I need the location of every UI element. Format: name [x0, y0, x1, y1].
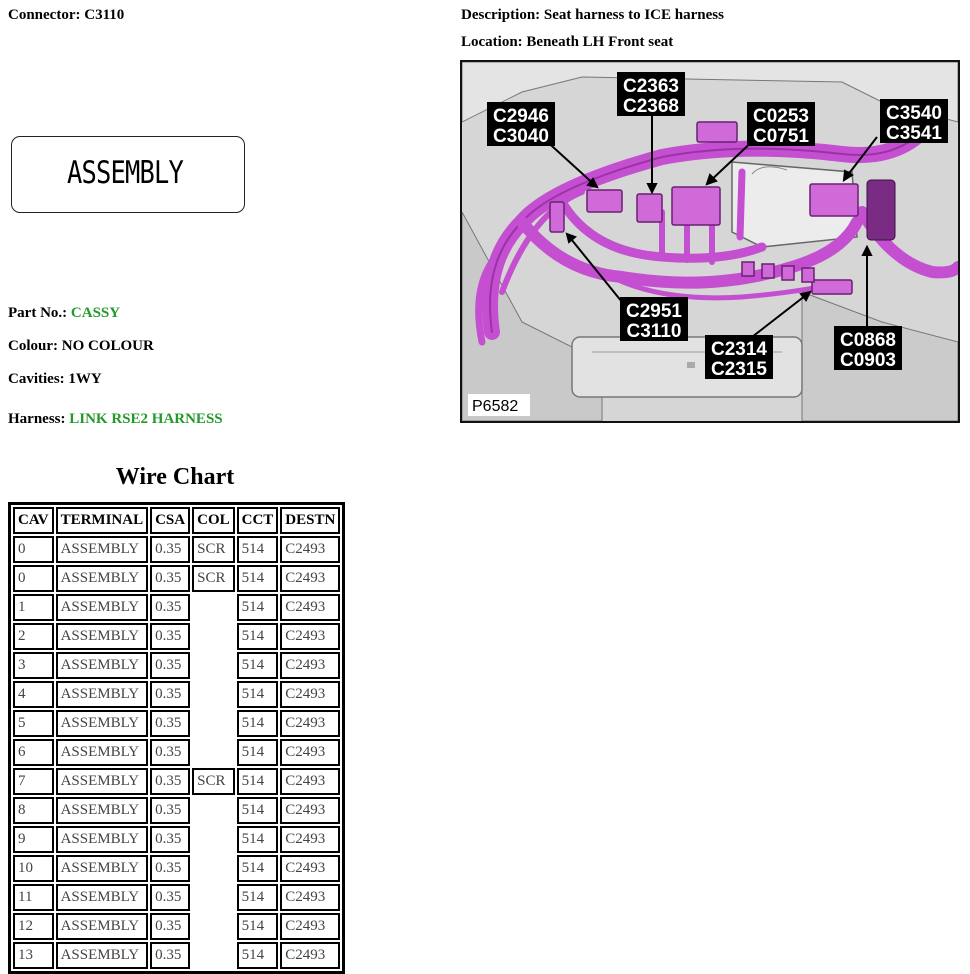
cell-terminal: ASSEMBLY: [56, 681, 149, 708]
cell-cav: 5: [13, 710, 54, 737]
cell-csa: 0.35: [150, 623, 190, 650]
cell-cct: 514: [237, 884, 279, 911]
cell-col: [192, 681, 235, 708]
table-row: [13, 739, 340, 766]
cell-cav: 2: [13, 623, 54, 650]
cell-csa: 0.35: [150, 681, 190, 708]
cell-cct: 514: [237, 565, 279, 592]
cell-destn: C2493: [280, 710, 340, 737]
cell-cct: 514: [237, 536, 279, 563]
connector-field: Connector: C3110: [8, 7, 125, 23]
svg-text:C3541: C3541: [886, 123, 942, 144]
cell-cct: 514: [237, 594, 279, 621]
cell-destn: C2493: [280, 855, 340, 882]
cell-cav: 0: [13, 536, 54, 563]
table-row: [13, 768, 340, 795]
cell-col: [192, 884, 235, 911]
figure-id: P6582: [472, 398, 519, 415]
svg-text:C2314: C2314: [711, 339, 767, 360]
svg-text:C2368: C2368: [623, 96, 679, 117]
cell-terminal: ASSEMBLY: [56, 652, 149, 679]
table-row: [13, 826, 340, 853]
svg-text:C2951: C2951: [626, 301, 682, 322]
svg-text:C2946: C2946: [493, 106, 549, 127]
cell-cav: 13: [13, 942, 54, 969]
harness-field: Harness: LINK RSE2 HARNESS: [8, 411, 223, 427]
callout-c0868-c0903: [834, 326, 902, 371]
cell-cav: 4: [13, 681, 54, 708]
wire-chart-title: Wire Chart: [115, 464, 235, 490]
col-header-cav: CAV: [13, 507, 54, 534]
cell-csa: 0.35: [150, 536, 190, 563]
cell-csa: 0.35: [150, 594, 190, 621]
cell-cct: 514: [237, 768, 279, 795]
cell-terminal: ASSEMBLY: [56, 565, 149, 592]
cell-destn: C2493: [280, 623, 340, 650]
table-row: [13, 652, 340, 679]
table-row: [13, 913, 340, 940]
description-value: Seat harness to ICE harness: [543, 7, 724, 23]
svg-text:C2363: C2363: [623, 76, 679, 97]
cell-col: [192, 623, 235, 650]
col-header-cct: CCT: [237, 507, 279, 534]
part-no-link[interactable]: CASSY: [70, 305, 121, 321]
svg-text:C2315: C2315: [711, 359, 767, 380]
cell-terminal: ASSEMBLY: [56, 884, 149, 911]
cell-col: [192, 855, 235, 882]
cell-csa: 0.35: [150, 768, 190, 795]
cell-col: SCR: [192, 536, 235, 563]
cell-csa: 0.35: [150, 710, 190, 737]
cell-terminal: ASSEMBLY: [56, 594, 149, 621]
table-row: [13, 710, 340, 737]
cell-col: [192, 739, 235, 766]
cell-cct: 514: [237, 681, 279, 708]
cell-cav: 3: [13, 652, 54, 679]
table-row: [13, 594, 340, 621]
part-no-field: Part No.: CASSY: [8, 305, 121, 321]
cell-cav: 8: [13, 797, 54, 824]
location-value: Beneath LH Front seat: [526, 34, 674, 50]
cell-col: [192, 652, 235, 679]
col-header-terminal: TERMINAL: [56, 507, 149, 534]
table-row: [13, 623, 340, 650]
location-field: Location: Beneath LH Front seat: [461, 34, 674, 50]
callout-c0253-c0751: [747, 102, 815, 147]
cell-terminal: ASSEMBLY: [56, 768, 149, 795]
svg-text:C0751: C0751: [753, 126, 809, 147]
cell-destn: C2493: [280, 826, 340, 853]
cell-destn: C2493: [280, 739, 340, 766]
harness-link[interactable]: LINK RSE2 HARNESS: [69, 411, 223, 427]
cell-cav: 12: [13, 913, 54, 940]
col-header-col: COL: [192, 507, 235, 534]
cell-cav: 1: [13, 594, 54, 621]
cell-cct: 514: [237, 652, 279, 679]
cell-terminal: ASSEMBLY: [56, 623, 149, 650]
cell-cav: 6: [13, 739, 54, 766]
cell-cav: 11: [13, 884, 54, 911]
cell-cct: 514: [237, 797, 279, 824]
svg-text:C3110: C3110: [626, 321, 682, 342]
cell-cav: 10: [13, 855, 54, 882]
cell-destn: C2493: [280, 797, 340, 824]
location-illustration: [462, 62, 958, 421]
table-row: [13, 681, 340, 708]
col-header-destn: DESTN: [280, 507, 340, 534]
table-row: [13, 565, 340, 592]
cell-csa: 0.35: [150, 884, 190, 911]
cell-terminal: ASSEMBLY: [56, 913, 149, 940]
cell-terminal: ASSEMBLY: [56, 536, 149, 563]
assembly-image-text: ASSEMBLY: [67, 155, 183, 191]
wire-chart-table: [8, 502, 345, 974]
cell-cav: 7: [13, 768, 54, 795]
cell-csa: 0.35: [150, 826, 190, 853]
cell-terminal: ASSEMBLY: [56, 739, 149, 766]
svg-text:C0253: C0253: [753, 106, 809, 127]
cell-terminal: ASSEMBLY: [56, 826, 149, 853]
cell-csa: 0.35: [150, 565, 190, 592]
svg-text:C0903: C0903: [840, 350, 896, 371]
cell-cct: 514: [237, 855, 279, 882]
callout-c2946-c3040: [487, 102, 555, 147]
cell-csa: 0.35: [150, 913, 190, 940]
wire-chart-header-row: [13, 507, 340, 534]
cell-col: SCR: [192, 565, 235, 592]
cell-col: [192, 594, 235, 621]
callout-c2363-c2368: [617, 72, 685, 117]
cell-cct: 514: [237, 623, 279, 650]
cell-cav: 9: [13, 826, 54, 853]
cell-csa: 0.35: [150, 739, 190, 766]
callout-c2314-c2315: [705, 335, 773, 380]
svg-text:C3540: C3540: [886, 103, 942, 124]
cell-cct: 514: [237, 942, 279, 969]
cell-destn: C2493: [280, 681, 340, 708]
svg-text:C3040: C3040: [493, 126, 549, 147]
wire-chart-body: [13, 536, 340, 969]
description-field: Description: Seat harness to ICE harness: [461, 7, 724, 23]
colour-field: Colour: NO COLOUR: [8, 338, 154, 354]
cell-destn: C2493: [280, 565, 340, 592]
table-row: [13, 942, 340, 969]
svg-text:C0868: C0868: [840, 330, 896, 351]
cell-terminal: ASSEMBLY: [56, 942, 149, 969]
cell-destn: C2493: [280, 594, 340, 621]
cell-col: [192, 942, 235, 969]
cell-col: [192, 710, 235, 737]
cell-cav: 0: [13, 565, 54, 592]
cell-destn: C2493: [280, 913, 340, 940]
cell-col: SCR: [192, 768, 235, 795]
cell-csa: 0.35: [150, 855, 190, 882]
cell-destn: C2493: [280, 652, 340, 679]
cell-csa: 0.35: [150, 942, 190, 969]
connector-location-image: [460, 60, 960, 423]
cell-csa: 0.35: [150, 797, 190, 824]
cell-cct: 514: [237, 739, 279, 766]
callout-c3540-c3541: [880, 99, 948, 144]
cell-destn: C2493: [280, 942, 340, 969]
callout-c2951-c3110: [620, 297, 688, 342]
cell-col: [192, 913, 235, 940]
cell-cct: 514: [237, 826, 279, 853]
connector-value: C3110: [84, 7, 125, 23]
cell-terminal: ASSEMBLY: [56, 797, 149, 824]
cavities-field: Cavities: 1WY: [8, 371, 102, 387]
cell-col: [192, 826, 235, 853]
colour-value: NO COLOUR: [61, 338, 154, 354]
table-row: [13, 855, 340, 882]
cell-col: [192, 797, 235, 824]
table-row: [13, 536, 340, 563]
cell-cct: 514: [237, 913, 279, 940]
cell-terminal: ASSEMBLY: [56, 710, 149, 737]
table-row: [13, 797, 340, 824]
cell-csa: 0.35: [150, 652, 190, 679]
cavities-value: 1WY: [68, 371, 102, 387]
col-header-csa: CSA: [150, 507, 190, 534]
cell-destn: C2493: [280, 536, 340, 563]
cell-terminal: ASSEMBLY: [56, 855, 149, 882]
cell-cct: 514: [237, 710, 279, 737]
table-row: [13, 884, 340, 911]
cell-destn: C2493: [280, 768, 340, 795]
assembly-image: [11, 136, 245, 213]
cell-destn: C2493: [280, 884, 340, 911]
